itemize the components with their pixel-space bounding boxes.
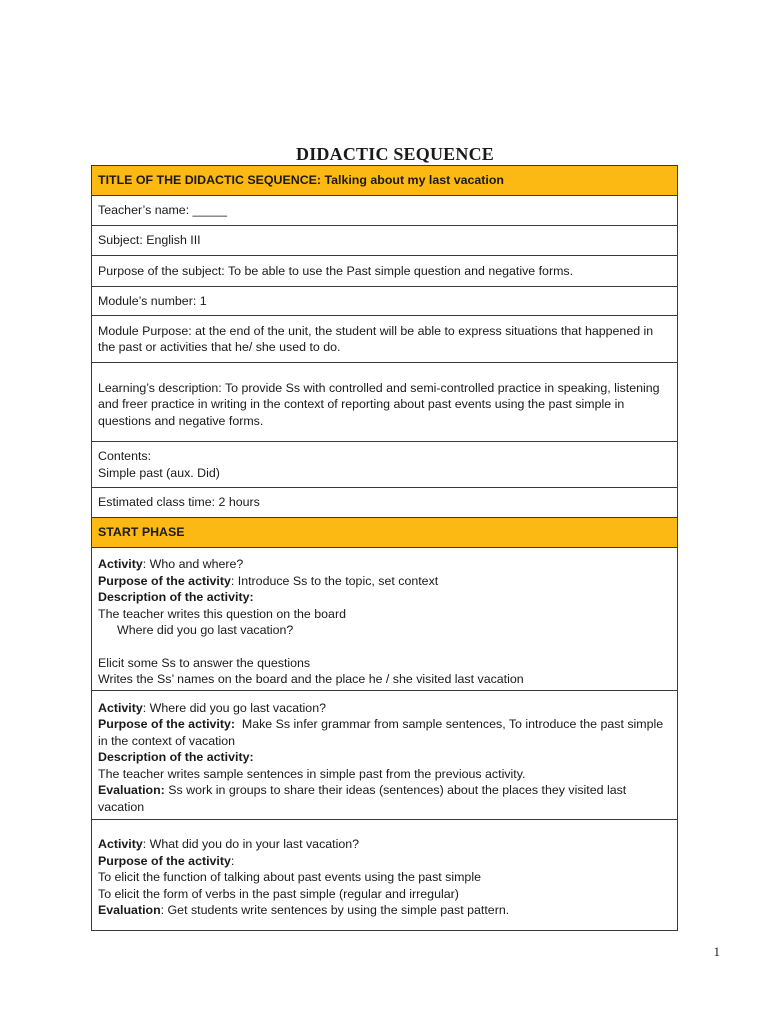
evaluation-line (98, 902, 671, 918)
activity-line (98, 836, 671, 852)
purpose-text: To elicit the form of verbs in the past simple (regular and irregular) (98, 886, 459, 901)
evaluation-label: Evaluation: (98, 783, 165, 798)
sequence-title-label: TITLE OF THE DIDACTIC SEQUENCE: (98, 173, 325, 188)
purpose-value: : Introduce Ss to the topic, set context (230, 573, 439, 588)
module-purpose-row (92, 316, 678, 363)
blank-line (98, 638, 671, 654)
teacher-row (92, 196, 678, 226)
class-time-row (92, 488, 678, 518)
purpose-line (98, 573, 671, 589)
activity-cell-3 (92, 820, 678, 931)
activity-row-3 (92, 820, 678, 931)
activity-value: : Who and where? (142, 557, 244, 572)
activity-label: Activity (98, 837, 143, 852)
purpose-label: Purpose of the activity (98, 853, 231, 868)
estimated-class-time: Estimated class time: 2 hours (92, 488, 678, 518)
document-title: DIDACTIC SEQUENCE (296, 144, 494, 164)
evaluation-value: Ss work in groups to share their ideas (sentences) about the places they visited last vacation (98, 783, 627, 814)
module-number-row (92, 287, 678, 316)
description-text: The teacher writes sample sentences in simple past from the previous activity. (98, 766, 526, 781)
contents-row (92, 442, 678, 488)
sequence-title-value: Talking about my last vacation (324, 173, 504, 188)
evaluation-label: Evaluation (98, 903, 161, 918)
didactic-sequence-table (91, 165, 678, 931)
activity-value: : Where did you go last vacation? (142, 701, 326, 716)
contents-cell (92, 442, 678, 488)
activity-row-1 (92, 548, 678, 691)
description-text: The teacher writes this question on the board (98, 606, 346, 621)
start-phase-header: START PHASE (92, 518, 678, 548)
activity-label: Activity (98, 701, 143, 716)
evaluation-line (98, 782, 671, 815)
activity-label: Activity (98, 557, 143, 572)
activity-value: : What did you do in your last vacation? (142, 837, 360, 852)
board-question: Where did you go last vacation? (117, 623, 294, 637)
module-purpose: Module Purpose: at the end of the unit, the student will be able to express situations that happened in the past or activities that he/ she used to do. (92, 316, 678, 363)
purpose-value: Make Ss infer grammar from sample sentences, To introduce the past simple in the context of vacation (98, 717, 667, 748)
description-text: Writes the Ss’ names on the board and the place he / she visited last vacation (98, 672, 524, 687)
activity-cell-2 (92, 691, 678, 820)
purpose-value: : (230, 853, 235, 868)
purpose-of-subject: Purpose of the subject: To be able to use the Past simple question and negative forms. (92, 256, 678, 287)
purpose-label: Purpose of the activity: (98, 717, 236, 732)
activity-cell-1 (92, 548, 678, 691)
teacher-name: Teacher’s name: _____ (92, 196, 678, 226)
activity-line (98, 700, 671, 716)
activity-row-2 (92, 691, 678, 820)
page-number: 1 (713, 944, 720, 959)
purpose-text: To elicit the function of talking about past events using the past simple (98, 870, 481, 885)
activity-line (98, 556, 671, 572)
learning-description-row (92, 363, 678, 442)
description-label: Description of the activity: (98, 590, 254, 605)
learning-description: Learning’s description: To provide Ss with controlled and semi-controlled practice in speaking, listening and freer practice in writing in the context of reporting about past events using the past simple in questions and negative forms. (92, 363, 678, 442)
description-label: Description of the activity: (98, 750, 254, 765)
sequence-title-cell (92, 166, 678, 196)
description-text: Elicit some Ss to answer the questions (98, 655, 311, 670)
module-number: Module’s number: 1 (92, 287, 678, 316)
purpose-subject-row (92, 256, 678, 287)
purpose-line (98, 716, 671, 749)
purpose-label: Purpose of the activity (98, 573, 231, 588)
start-phase-row (92, 518, 678, 548)
evaluation-value: : Get students write sentences by using the simple past pattern. (160, 903, 510, 918)
subject-row (92, 226, 678, 256)
purpose-line (98, 853, 671, 869)
subject: Subject: English III (92, 226, 678, 256)
contents-label: Contents: (98, 449, 152, 464)
sequence-title-row (92, 166, 678, 196)
contents-value: Simple past (aux. Did) (98, 465, 220, 480)
